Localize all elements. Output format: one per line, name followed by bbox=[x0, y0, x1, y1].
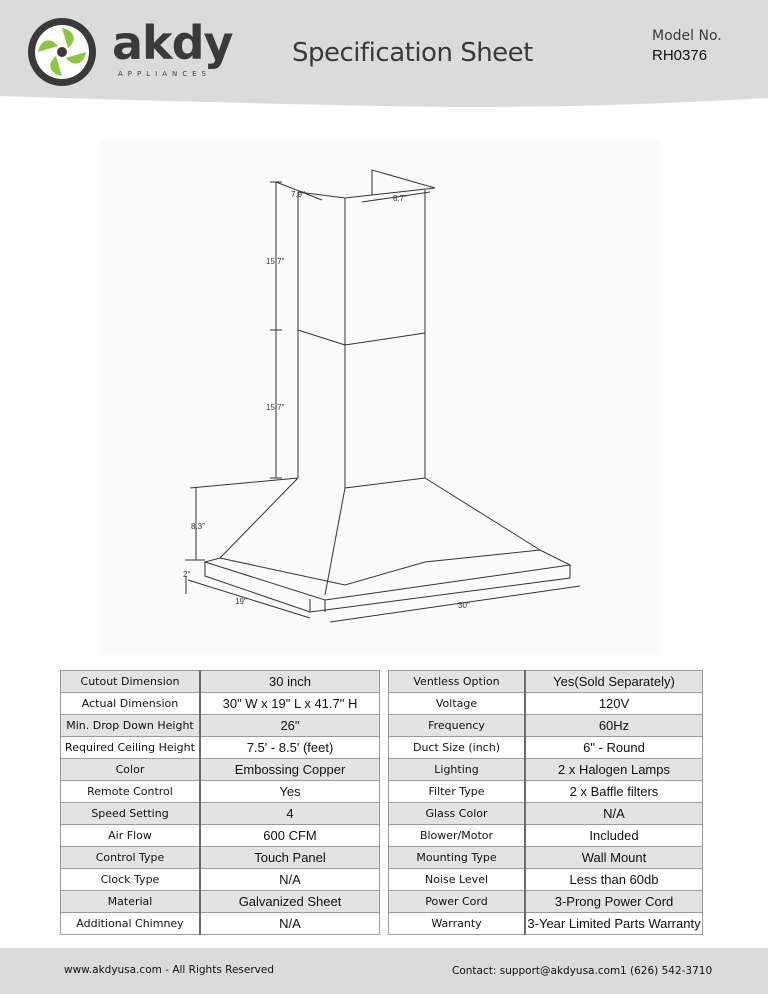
spec-label: Actual Dimension bbox=[61, 693, 201, 715]
spec-label: Mounting Type bbox=[389, 847, 526, 869]
spec-value: 60Hz bbox=[525, 715, 703, 737]
spec-row bbox=[389, 913, 703, 935]
spec-label: Cutout Dimension bbox=[61, 671, 201, 693]
footer-phone: 1 (626) 542-3710 bbox=[620, 965, 713, 977]
dim-base-height: 2" bbox=[183, 570, 191, 579]
spec-row bbox=[389, 781, 703, 803]
spec-label: Speed Setting bbox=[61, 803, 201, 825]
spec-row bbox=[61, 803, 380, 825]
spec-value: Yes(Sold Separately) bbox=[525, 671, 703, 693]
model-number: RH0376 bbox=[652, 47, 708, 64]
dim-upper-chimney: 15.7" bbox=[266, 257, 285, 266]
spec-label: Required Ceiling Height bbox=[61, 737, 201, 759]
dim-top-depth: 7.9" bbox=[291, 190, 305, 199]
spec-value: Galvanized Sheet bbox=[200, 891, 380, 913]
spec-row bbox=[61, 737, 380, 759]
spec-value: 600 CFM bbox=[200, 825, 380, 847]
spec-value: 2 x Baffle filters bbox=[525, 781, 703, 803]
spec-value: 2 x Halogen Lamps bbox=[525, 759, 703, 781]
footer-contact: Contact: support@akdyusa.com bbox=[452, 965, 621, 977]
spec-value: 7.5' - 8.5' (feet) bbox=[200, 737, 380, 759]
spec-row bbox=[61, 715, 380, 737]
range-hood-drawing bbox=[100, 140, 660, 655]
spec-label: Power Cord bbox=[389, 891, 526, 913]
spec-value: N/A bbox=[200, 869, 380, 891]
spec-value: Included bbox=[525, 825, 703, 847]
spec-table-left bbox=[60, 670, 380, 935]
spec-label: Voltage bbox=[389, 693, 526, 715]
spec-row bbox=[61, 825, 380, 847]
spec-label: Remote Control bbox=[61, 781, 201, 803]
spec-label: Air Flow bbox=[61, 825, 201, 847]
spec-label: Control Type bbox=[61, 847, 201, 869]
spec-row bbox=[389, 869, 703, 891]
spec-label: Min. Drop Down Height bbox=[61, 715, 201, 737]
spec-label: Additional Chimney bbox=[61, 913, 201, 935]
spec-value: Embossing Copper bbox=[200, 759, 380, 781]
spec-value: Less than 60db bbox=[525, 869, 703, 891]
spec-value: 4 bbox=[200, 803, 380, 825]
spec-row bbox=[389, 671, 703, 693]
spec-label: Clock Type bbox=[61, 869, 201, 891]
spec-label: Glass Color bbox=[389, 803, 526, 825]
dim-top-width: 8.7" bbox=[393, 194, 407, 203]
spec-label: Filter Type bbox=[389, 781, 526, 803]
spec-value: N/A bbox=[525, 803, 703, 825]
brand-name: akdy bbox=[112, 16, 233, 70]
spec-table-right bbox=[388, 670, 703, 935]
spec-value: 3-Year Limited Parts Warranty bbox=[525, 913, 703, 935]
spec-row bbox=[389, 759, 703, 781]
brand-subtitle: APPLIANCES bbox=[118, 70, 211, 78]
footer-website: www.akdyusa.com - All Rights Reserved bbox=[64, 964, 274, 976]
spec-label: Material bbox=[61, 891, 201, 913]
page-title: Specification Sheet bbox=[292, 38, 533, 68]
spec-row bbox=[61, 847, 380, 869]
spec-value: 3-Prong Power Cord bbox=[525, 891, 703, 913]
spec-row bbox=[61, 913, 380, 935]
spec-row bbox=[61, 891, 380, 913]
spec-label: Frequency bbox=[389, 715, 526, 737]
spec-row bbox=[389, 715, 703, 737]
spec-row bbox=[389, 891, 703, 913]
spec-row bbox=[389, 825, 703, 847]
spec-label: Warranty bbox=[389, 913, 526, 935]
spec-value: N/A bbox=[200, 913, 380, 935]
spec-value: Yes bbox=[200, 781, 380, 803]
spec-label: Noise Level bbox=[389, 869, 526, 891]
spec-left-rows bbox=[61, 671, 380, 935]
spec-value: 26" bbox=[200, 715, 380, 737]
spec-row bbox=[389, 693, 703, 715]
spec-row bbox=[389, 803, 703, 825]
spec-row bbox=[61, 671, 380, 693]
spec-label: Lighting bbox=[389, 759, 526, 781]
spec-row bbox=[61, 759, 380, 781]
spec-row bbox=[61, 693, 380, 715]
dim-canopy-height: 8.3" bbox=[191, 522, 205, 531]
dim-lower-chimney: 15.7" bbox=[266, 403, 285, 412]
spec-value: 120V bbox=[525, 693, 703, 715]
spec-label: Ventless Option bbox=[389, 671, 526, 693]
spec-label: Blower/Motor bbox=[389, 825, 526, 847]
spec-row bbox=[389, 737, 703, 759]
spec-value: Wall Mount bbox=[525, 847, 703, 869]
spec-row bbox=[61, 869, 380, 891]
spec-row bbox=[61, 781, 380, 803]
spec-value: 30" W x 19" L x 41.7" H bbox=[200, 693, 380, 715]
spec-right-rows bbox=[389, 671, 703, 935]
spec-value: Touch Panel bbox=[200, 847, 380, 869]
model-label: Model No. bbox=[652, 28, 722, 44]
dim-width: 30" bbox=[458, 601, 470, 610]
spec-row bbox=[389, 847, 703, 869]
spec-value: 6" - Round bbox=[525, 737, 703, 759]
spec-label: Color bbox=[61, 759, 201, 781]
spec-value: 30 inch bbox=[200, 671, 380, 693]
dim-depth: 19" bbox=[235, 597, 247, 606]
spec-label: Duct Size (inch) bbox=[389, 737, 526, 759]
